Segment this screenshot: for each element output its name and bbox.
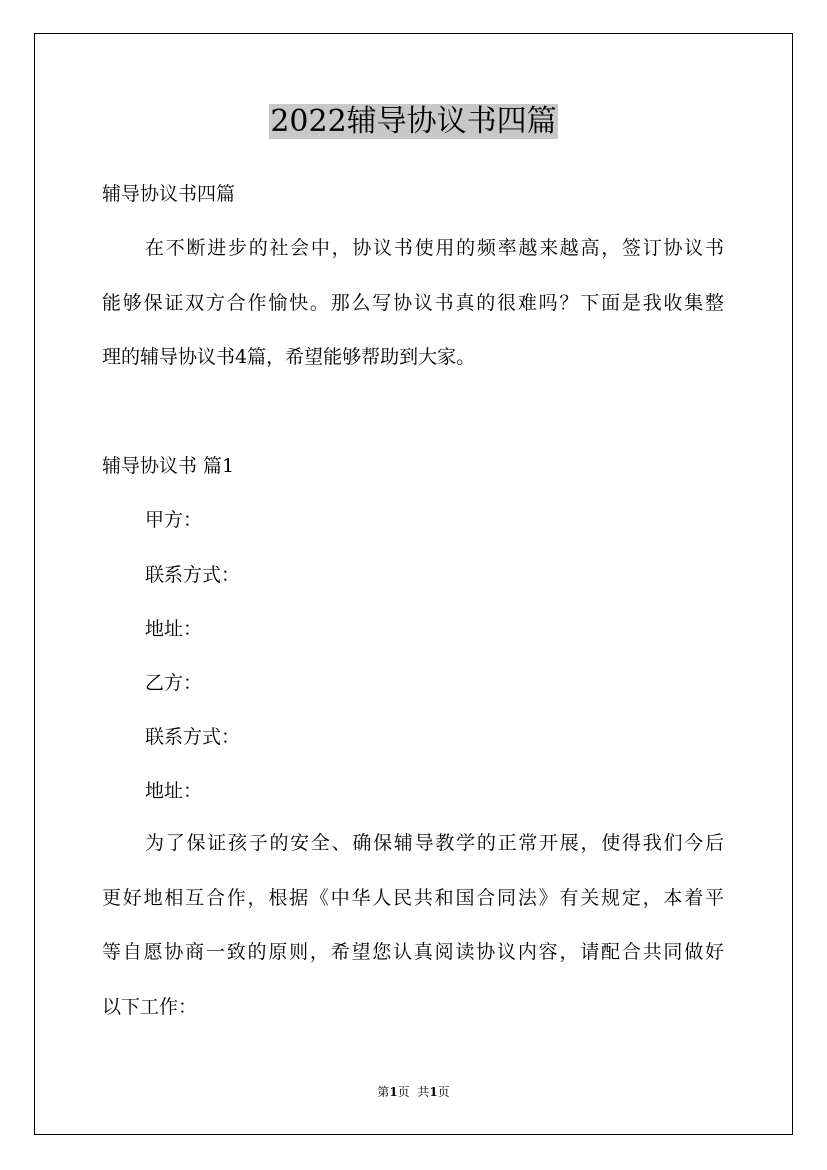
body-line-4: 以下工作：	[102, 996, 198, 1018]
footer-page-total: 1	[429, 1085, 438, 1099]
intro-line-1: 在不断进步的社会中，协议书使用的频率越来越高，签订协议书	[145, 237, 724, 259]
party-b-contact-label: 联系方式：	[145, 726, 241, 748]
footer-page-current: 1	[389, 1085, 398, 1099]
footer-page-mid: 页 共	[397, 1085, 430, 1099]
body-line-2: 更好地相互合作，根据《中华人民共和国合同法》有关规定，本着平	[102, 887, 724, 909]
body-line-1: 为了保证孩子的安全、确保辅导教学的正常开展，使得我们今后	[145, 832, 724, 854]
body-line-3: 等自愿协商一致的原则，希望您认真阅读协议内容，请配合共同做好	[102, 941, 724, 963]
document-subtitle: 辅导协议书四篇	[102, 183, 236, 205]
party-a-contact-label: 联系方式：	[145, 564, 241, 586]
page-footer	[0, 1083, 827, 1101]
section-heading: 辅导协议书 篇1	[102, 455, 235, 477]
intro-line-2: 能够保证双方合作愉快。那么写协议书真的很难吗？下面是我收集整	[102, 292, 724, 314]
party-b-label: 乙方：	[145, 672, 203, 694]
intro-line-3: 理的辅导协议书4篇，希望能够帮助到大家。	[102, 346, 476, 368]
party-b-address-label: 地址：	[145, 780, 203, 802]
footer-page-suffix: 页	[437, 1085, 450, 1099]
party-a-address-label: 地址：	[145, 618, 203, 640]
party-a-label: 甲方：	[145, 509, 203, 531]
document-title: 2022辅导协议书四篇	[270, 104, 557, 139]
footer-page-prefix: 第	[377, 1085, 390, 1099]
